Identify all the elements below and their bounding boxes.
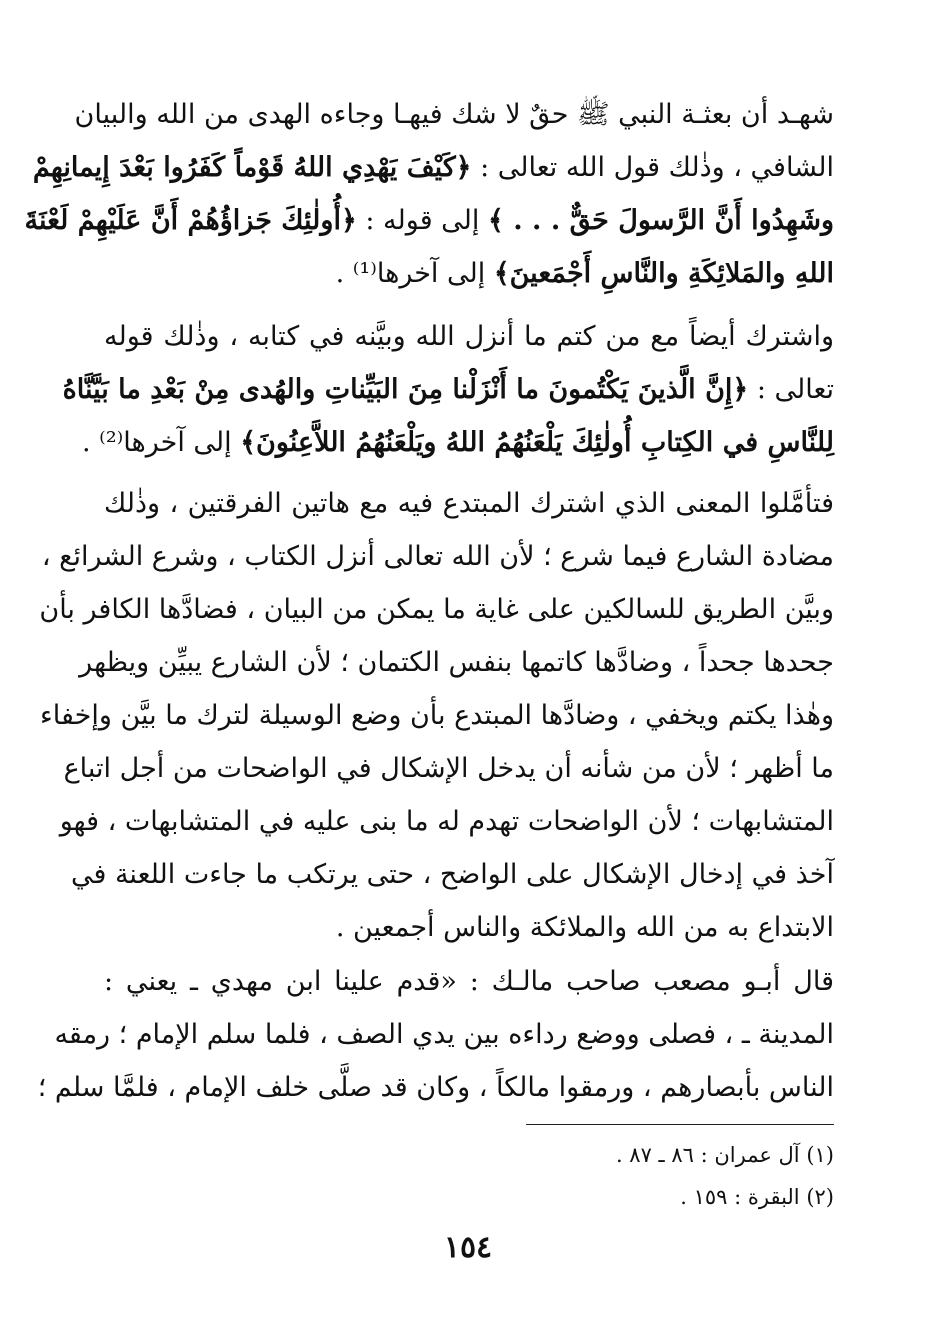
text-line bbox=[104, 901, 834, 954]
paragraph-2 bbox=[62, 310, 834, 469]
text-line bbox=[104, 310, 834, 363]
quran-quote: اللهِ والمَلائِكَةِ والنَّاسِ أَجْمَعينَ﴾ bbox=[493, 258, 834, 289]
quran-quote: ﴿أُولٰئِكَ جَزاؤُهُمْ أَنَّ عَلَيْهِمْ لَعْنَةَ bbox=[24, 205, 357, 236]
text-segment: جحدها جحداً ، وضادَّها كاتمها بنفس الكتمان ؛ لأن الشارع يبيِّن ويظهر bbox=[79, 647, 834, 678]
text-segment: الناس بأبصارهم ، ورمقوا مالكاً ، وكان قد صلَّى خلف الإمام ، فلمَّا سلم ؛ bbox=[37, 1072, 834, 1103]
text-line bbox=[59, 795, 834, 848]
text-segment: قال أبـو مصعب صاحب مالـك : «قدم علينا ابن مهدي ـ يعني : bbox=[104, 966, 834, 997]
paragraph-1 bbox=[24, 88, 834, 300]
text-line bbox=[70, 848, 834, 901]
text-line bbox=[41, 530, 834, 583]
text-segment: الشافي ، وذٰلك قول الله تعالى : bbox=[471, 152, 834, 183]
text-segment: إلى آخرها⁽¹⁾ . bbox=[335, 258, 494, 289]
text-segment: المتشابهات ؛ لأن الواضحات تهدم له ما بنى عليه في المتشابهات ، فهو bbox=[59, 806, 834, 837]
text-segment: تعالى : bbox=[748, 374, 834, 405]
text-line bbox=[54, 1008, 834, 1061]
text-segment: وبيَّن الطريق للسالكين على غاية ما يمكن من البيان ، فضادَّها الكافر بأن bbox=[39, 594, 834, 625]
text-line bbox=[32, 141, 834, 194]
text-segment: فتأمَّلوا المعنى الذي اشترك المبتدع فيه مع هاتين الفرقتين ، وذٰلك bbox=[104, 488, 834, 519]
text-line bbox=[39, 583, 834, 636]
text-segment: إلى قوله : bbox=[356, 205, 488, 236]
text-segment: ما أظهر ؛ لأن من شأنه أن يدخل الإشكال في الواضحات من أجل اتباع bbox=[63, 753, 834, 784]
text-line bbox=[104, 247, 834, 300]
footnote-2: (٢) البقرة : ١٥٩ . bbox=[680, 1185, 834, 1209]
text-line bbox=[24, 194, 834, 247]
text-segment: آخذ في إدخال الإشكال على الواضح ، حتى يرتكب ما جاءت اللعنة في bbox=[70, 859, 834, 890]
text-segment: واشترك أيضاً مع من كتم ما أنزل الله وبيَّنه في كتابه ، وذٰلك قوله bbox=[104, 321, 834, 352]
text-line bbox=[63, 742, 834, 795]
quran-quote: ﴿كَيْفَ يَهْدِي اللهُ قَوْماً كَفَرُوا بَعْدَ إِيمانِهِمْ bbox=[32, 152, 472, 183]
text-line bbox=[82, 416, 834, 469]
text-line bbox=[74, 88, 834, 141]
text-line bbox=[104, 477, 834, 530]
text-line bbox=[104, 955, 834, 1008]
text-line bbox=[40, 689, 834, 742]
text-line bbox=[37, 1061, 834, 1114]
text-segment: المدينة ـ ، فصلى ووضع رداءه بين يدي الصف ، فلما سلم الإمام ؛ رمقه bbox=[54, 1019, 834, 1050]
text-line bbox=[79, 636, 834, 689]
page-number: ١٥٤ bbox=[443, 1230, 493, 1265]
quran-quote: لِلنَّاسِ في الكِتابِ أُولٰئِكَ يَلْعَنُهُمُ اللهُ ويَلْعَنُهُمُ اللاَّعِنُونَ﴾ bbox=[240, 427, 834, 458]
paragraph-4 bbox=[37, 955, 834, 1114]
quran-quote: وشَهِدُوا أَنَّ الرَّسولَ حَقٌّ . . . ﴾ bbox=[488, 205, 834, 236]
footnote-1: (١) آل عمران : ٨٦ ـ ٨٧ . bbox=[615, 1143, 834, 1167]
text-segment: الابتداع به من الله والملائكة والناس أجمعين . bbox=[335, 912, 834, 943]
footnote-divider bbox=[526, 1124, 834, 1125]
text-segment: شهـد أن بعثـة النبي ﷺ حقٌ لا شك فيهـا وجاءه الهدى من الله والبيان bbox=[74, 99, 834, 130]
text-segment: إلى آخرها⁽²⁾ . bbox=[82, 427, 241, 458]
footnotes bbox=[434, 1134, 834, 1218]
quran-quote: ﴿إِنَّ الَّذينَ يَكْتُمونَ ما أَنْزَلْنا مِنَ البَيِّناتِ والهُدى مِنْ بَعْدِ ما بَيَّنَّاهُ bbox=[62, 374, 749, 405]
text-segment: وهٰذا يكتم ويخفي ، وضادَّها المبتدع بأن وضع الوسيلة لترك ما بيَّن وإخفاء bbox=[40, 700, 834, 731]
text-line bbox=[62, 363, 834, 416]
paragraph-3 bbox=[39, 477, 834, 954]
text-segment: مضادة الشارع فيما شرع ؛ لأن الله تعالى أنزل الكتاب ، وشرع الشرائع ، bbox=[41, 541, 834, 572]
